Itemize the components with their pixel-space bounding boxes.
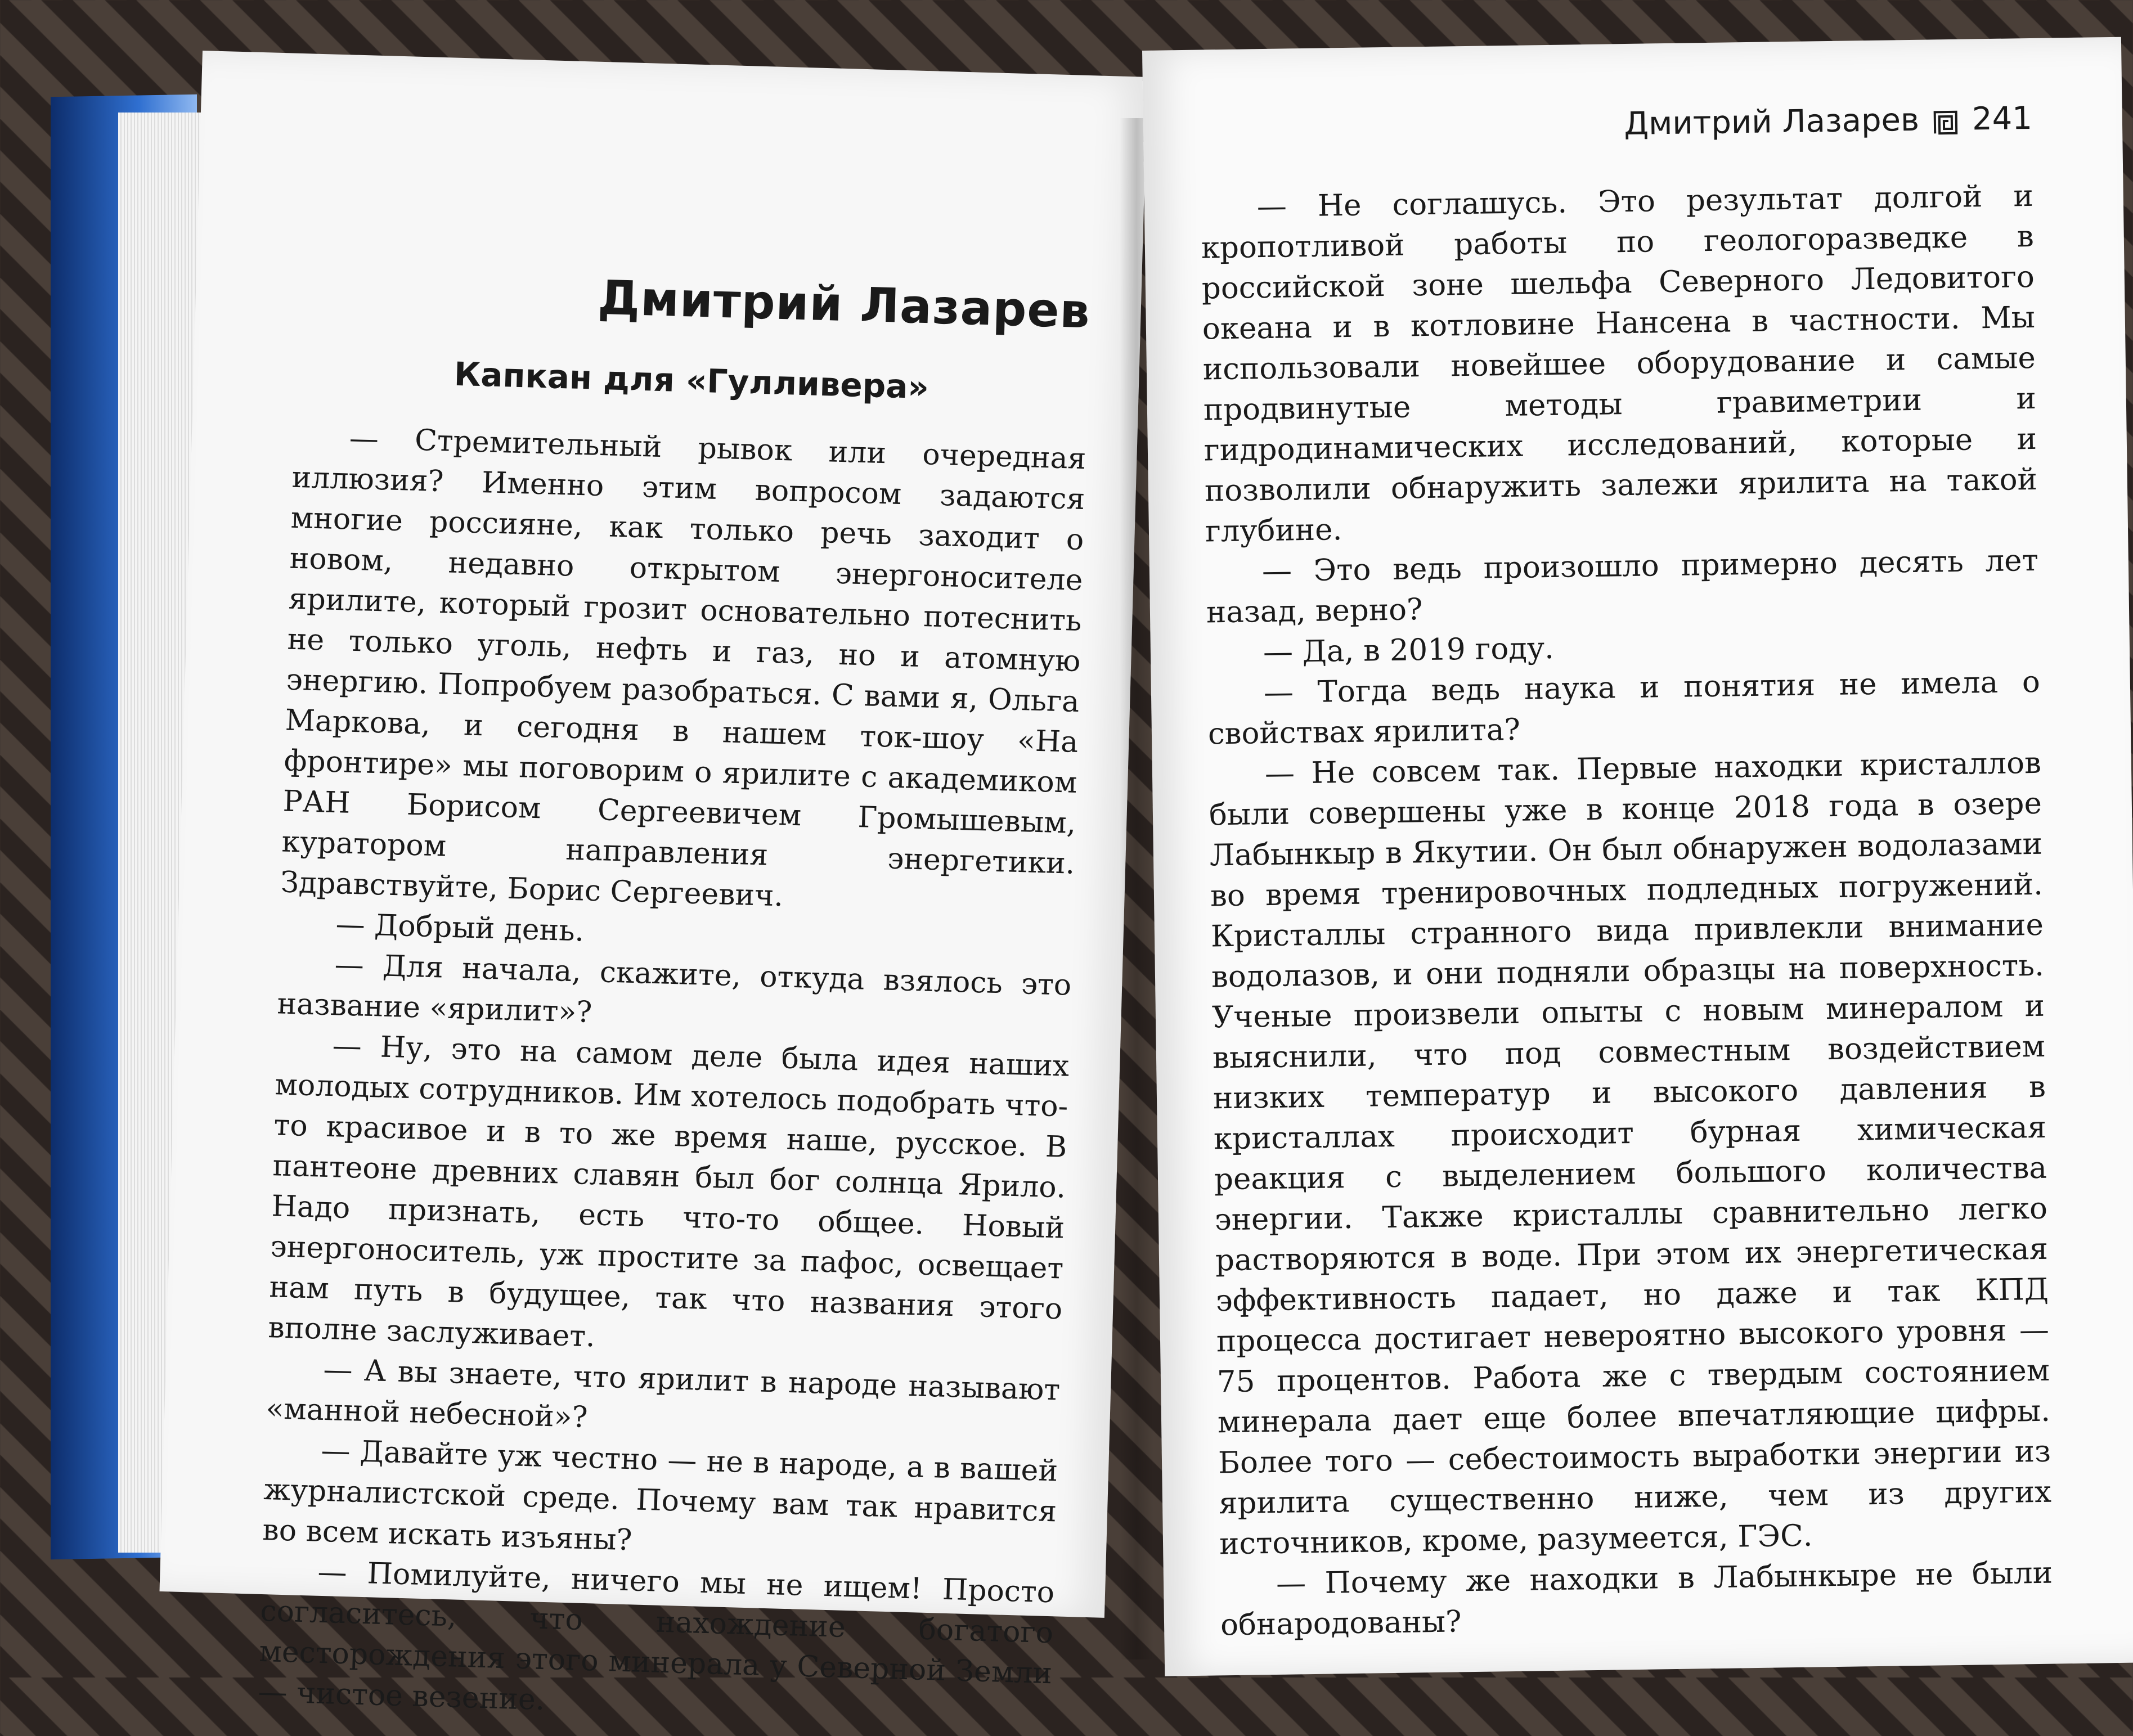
paragraph: — Это ведь произошло примерно десять лет назад, верно? — [1206, 543, 2039, 630]
story-title: Капкан для «Гулливера» — [453, 354, 929, 407]
author-heading: Дмитрий Лазарев — [597, 269, 1092, 339]
page-number: 241 — [1972, 100, 2033, 138]
paragraph: — Добрый день. — [335, 907, 585, 948]
paragraph: — Стремительный рывок или очередная иллюзия? Именно этим вопросом задаются многие россияне, как только речь заходит о новом, недавно открытом энергоносителе ярилите, который грозит основательно потеснить не только уголь, нефть и газ, но и атомную энергию. Попробуем разобраться. С вами я, Ольга Маркова, и сегодня в нашем ток-шоу «На фронтире» мы поговорим о ярилите с академиком РАН Борисом Сергеевичем Громышевым, куратором направления энергетики. Здравствуйте, Борис Сергеевич. — [280, 421, 1087, 914]
paragraph: — Помилуйте, ничего мы не ищем! Просто согласитесь, что нахождение богатого месторождения этого минерала у Северной Земли — чистое везение. — [257, 1555, 1055, 1717]
running-head — [1200, 100, 2033, 149]
paragraph: — Не соглашусь. Это результат долгой и кропотливой работы по геологоразведке в российской зоне шельфа Северного Ледовитого океана и в котловине Нансена в частности. Мы использовали новейшее оборудование и самые продвинутые методы гравиметрии и гидродинамических исследований, которые и позволили обнаружить залежи ярилита на такой глубине. — [1201, 178, 2038, 549]
paragraph: — Ну, это на самом деле была идея наших молодых сотрудников. Им хотелось подобрать что-то красивое и в то же время наше, русское. В пантеоне древних славян был бог солнца Ярило. Надо признать, есть что-то общее. Новый энергоноситель, уж простите за пафос, освещает нам путь в будущее, так что названия этого вполне заслуживает. — [267, 1029, 1070, 1354]
paragraph: — Не совсем так. Первые находки кристаллов были совершены уже в конце 2018 года в озере Лабынкыр в Якутии. Он был обнаружен водолазами во время тренировочных подледных погружений. Кристаллы странного вида привлекли внимание водолазов, и они подняли образцы на поверхность. Ученые произвели опыты с новым минералом и выяснили, что под совместным воздействием низких температур и высокого давления в кристаллах происходит бурная химическая реакция с выделением большого количества энергии. Также кристаллы сравнительно легко растворяются в воде. При этом их энергетическая эффективность падает, но даже и так КПД процесса достигает невероятно высокого уровня — 75 процентов. Работа же с твердым состоянием минерала дает еще более впечатляющие цифры. Более того — себестоимость выработки энергии из ярилита существенно ниже, чем из других источников, кроме, разумеется, ГЭС. — [1209, 745, 2052, 1562]
paragraph: — Да, в 2019 году. — [1263, 631, 1555, 670]
running-head-author: Дмитрий Лазарев — [1623, 101, 1920, 143]
paragraph: — А вы знаете, что ярилит в народе называют «манной небесной»? — [265, 1352, 1061, 1435]
paragraph: — Тогда ведь наука и понятия не имела о свойствах ярилита? — [1207, 664, 2041, 752]
right-page — [1142, 37, 2133, 1676]
paragraph: — Почему же находки в Лабынкыре не были обнародованы? — [1220, 1555, 2053, 1643]
paragraph: — Давайте уж честно — не в народе, а в вашей журналистской среде. Почему вам так нравится во всем искать изъяны? — [262, 1433, 1058, 1558]
left-page — [159, 51, 1147, 1717]
greek-key-meander-icon — [1933, 106, 1959, 133]
paragraph: — Для начала, скажите, откуда взялось это название «ярилит»? — [276, 948, 1072, 1029]
